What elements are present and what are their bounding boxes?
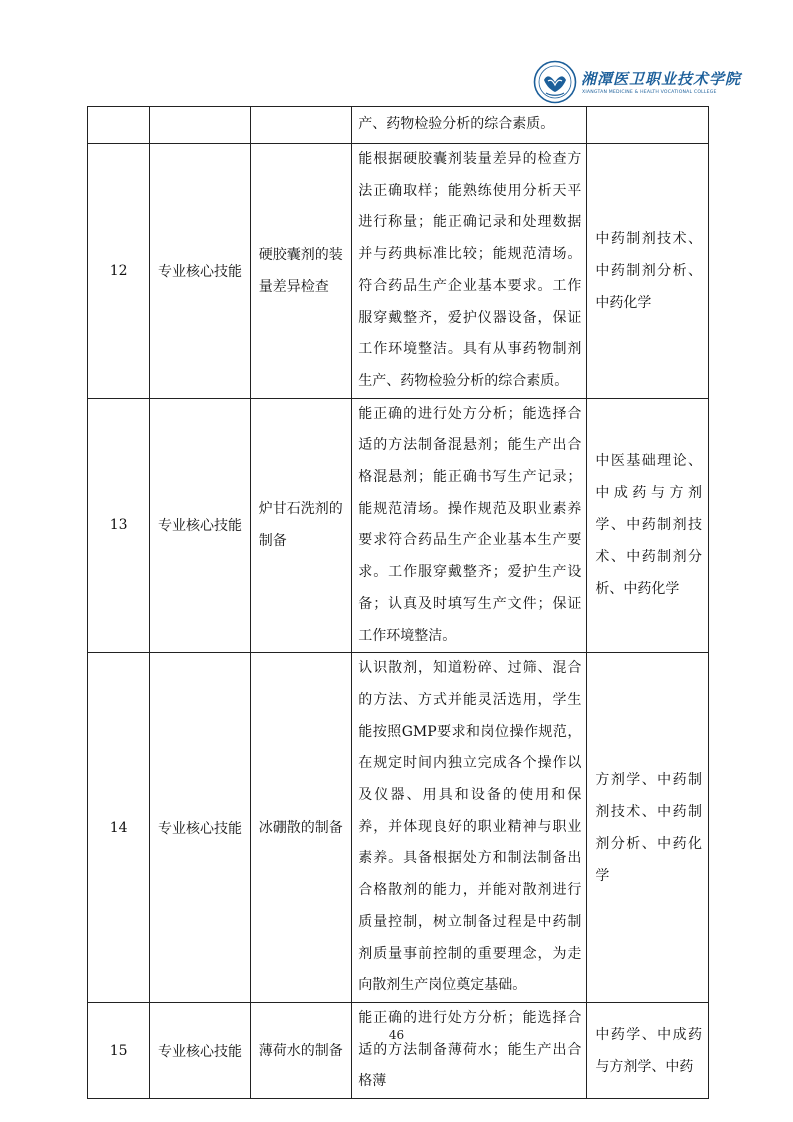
table-row — [88, 653, 709, 1003]
skill-name: 冰硼散的制备 — [250, 653, 351, 1003]
skill-description: 能根据硬胶囊剂装量差异的检查方法正确取样；能熟练使用分析天平进行称量；能正确记录和处理数据并与药典标准比较；能规范清场。符合药品生产企业基本要求。工作服穿戴整齐，爱护仪器设备，保证工作环境整洁。具有从事药物制剂生产、药物检验分析的综合素质。 — [352, 144, 587, 399]
row-number: 15 — [88, 1002, 150, 1098]
row-number — [88, 107, 150, 144]
table-row — [88, 107, 709, 144]
skills-table — [87, 106, 709, 1099]
row-number: 12 — [88, 144, 150, 399]
related-courses: 中医基础理论、中成药与方剂学、中药制剂技术、中药制剂分析、中药化学 — [587, 398, 709, 653]
table-row — [88, 398, 709, 653]
table-row — [88, 1002, 709, 1098]
related-courses: 中药制剂技术、中药制剂分析、中药化学 — [587, 144, 709, 399]
skill-name — [250, 107, 351, 144]
school-name: 湘潭医卫职业技术学院 — [581, 70, 742, 88]
skill-name: 薄荷水的制备 — [250, 1002, 351, 1098]
related-courses — [587, 107, 709, 144]
skill-description: 认识散剂，知道粉碎、过筛、混合的方法、方式并能灵活选用，学生能按照GMP要求和岗位操作规范，在规定时间内独立完成各个操作以及仪器、用具和设备的使用和保养，并体现良好的职业精神与职业素养。具备根据处方和制法制备出合格散剂的能力，并能对散剂进行质量控制，树立制备过程是中药制剂质量事前控制的重要理念，为走向散剂生产岗位奠定基础。 — [352, 653, 587, 1003]
page-number: 46 — [388, 1028, 405, 1042]
table-row — [88, 144, 709, 399]
row-number: 13 — [88, 398, 150, 653]
school-logo — [533, 60, 742, 110]
skill-name: 炉甘石洗剂的制备 — [250, 398, 351, 653]
school-name-en: XIANGTAN MEDICINE & HEALTH VOCATIONAL COLLEGE — [582, 90, 717, 95]
skill-type: 专业核心技能 — [150, 1002, 250, 1098]
related-courses: 中药学、中成药与方剂学、中药 — [587, 1002, 709, 1098]
skill-type — [150, 107, 250, 144]
skill-type: 专业核心技能 — [150, 398, 250, 653]
skill-name: 硬胶囊剂的装量差异检查 — [250, 144, 351, 399]
row-number: 14 — [88, 653, 150, 1003]
skill-description: 能正确的进行处方分析；能选择合适的方法制备薄荷水；能生产出合格薄 — [352, 1002, 587, 1098]
skill-type: 专业核心技能 — [150, 653, 250, 1003]
related-courses: 方剂学、中药制剂技术、中药制剂分析、中药化学 — [587, 653, 709, 1003]
skill-description: 产、药物检验分析的综合素质。 — [352, 107, 587, 144]
skill-description: 能正确的进行处方分析；能选择合适的方法制备混悬剂；能生产出合格混悬剂；能正确书写生产记录；能规范清场。操作规范及职业素养要求符合药品生产企业基本生产要求。工作服穿戴整齐；爱护生产设备；认真及时填写生产文件；保证工作环境整洁。 — [352, 398, 587, 653]
school-emblem-icon — [533, 60, 577, 104]
skill-type: 专业核心技能 — [150, 144, 250, 399]
